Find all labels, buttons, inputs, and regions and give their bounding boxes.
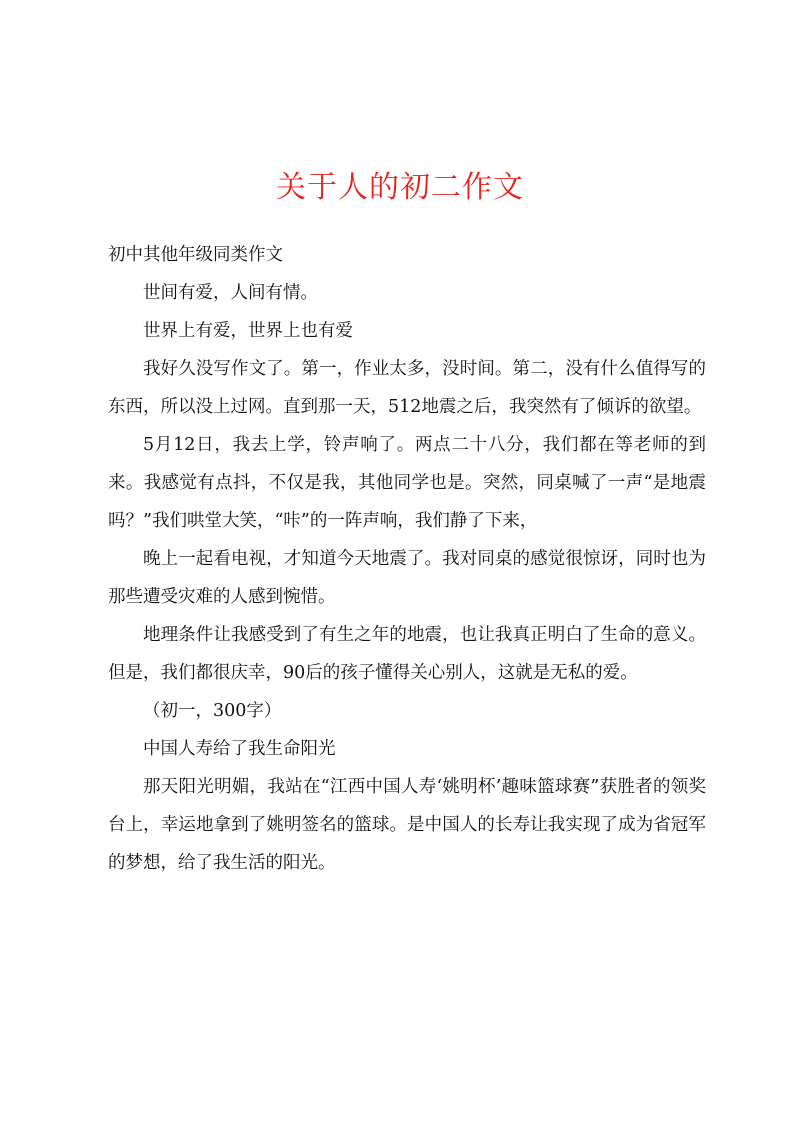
paragraph: 我好久没写作文了。第一，作业太多，没时间。第二，没有什么值得写的东西，所以没上过网。直到那一天，512地震之后，我突然有了倾诉的欲望。 xyxy=(108,359,706,417)
document-body xyxy=(108,236,706,882)
paragraph: 那天阳光明媚，我站在“江西中国人寿‘姚明杯’趣味篮球赛”获胜者的领奖台上，幸运地拿到了姚明签名的篮球。是中国人的长寿让我实现了成为省冠军的梦想，给了我生活的阳光。 xyxy=(108,777,706,873)
paragraph: 世界上有爱，世界上也有爱 xyxy=(143,321,353,341)
essay-subtitle: 中国人寿给了我生命阳光 xyxy=(143,739,336,759)
paragraph: 5月12日，我去上学，铃声响了。两点二十八分，我们都在等老师的到来。我感觉有点抖，不仅是我，其他同学也是。突然，同桌喊了一声“是地震吗？”我们哄堂大笑，“咔”的一阵声响，我们静了下来， xyxy=(108,435,706,531)
category-line: 初中其他年级同类作文 xyxy=(108,245,283,265)
paragraph: 世间有爱，人间有情。 xyxy=(143,283,318,303)
essay-note: （初一，300字） xyxy=(143,701,282,721)
paragraph: 晚上一起看电视，才知道今天地震了。我对同桌的感觉很惊讶，同时也为那些遭受灾难的人感到惋惜。 xyxy=(108,549,706,607)
paragraph: 地理条件让我感受到了有生之年的地震，也让我真正明白了生命的意义。但是，我们都很庆幸，90后的孩子懂得关心别人，这就是无私的爱。 xyxy=(108,625,706,683)
document-title: 关于人的初二作文 xyxy=(276,170,524,205)
